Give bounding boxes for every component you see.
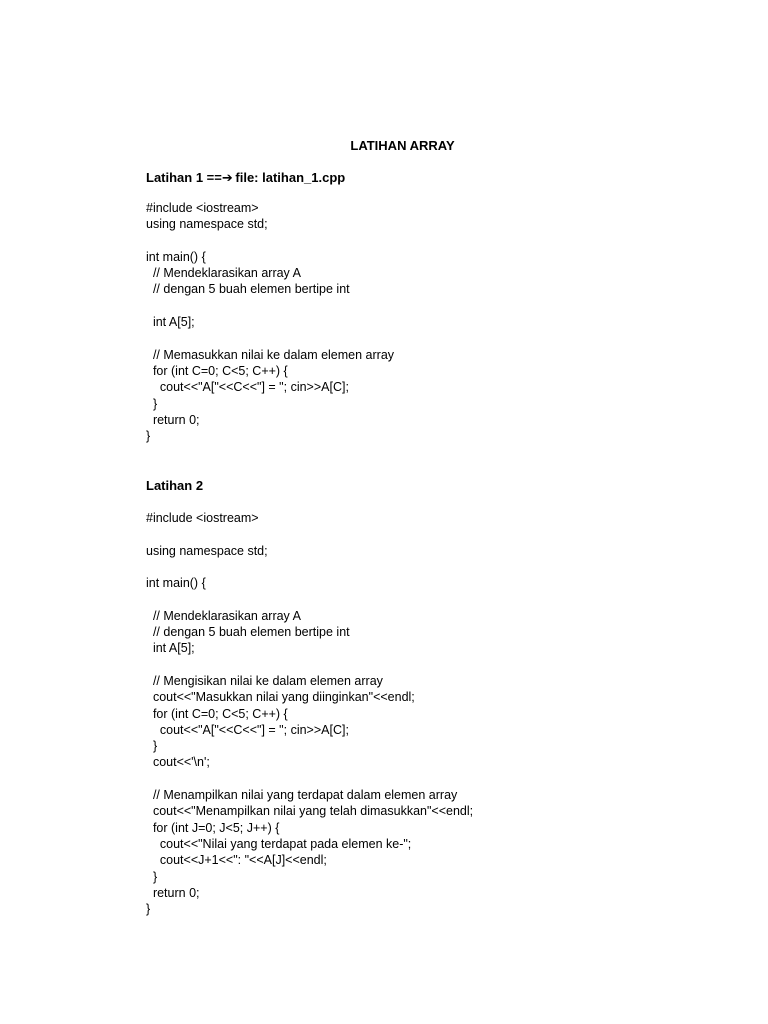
code-line: cout<<"A["<<C<<"] = "; cin>>A[C]; (146, 722, 349, 737)
code-line: for (int C=0; C<5; C++) { (146, 706, 288, 721)
code-line: // Mendeklarasikan array A (146, 266, 301, 281)
latihan-1-code-block (146, 200, 394, 444)
code-line (146, 330, 394, 346)
right-arrow-icon: ➔ (221, 170, 232, 185)
code-line: // Mendeklarasikan array A (146, 608, 301, 623)
code-line (146, 771, 473, 787)
latihan-2-code-block (146, 510, 473, 917)
code-line: int main() { (146, 249, 206, 264)
code-line: int A[5]; (146, 641, 195, 656)
latihan-2-heading: Latihan 2 (146, 478, 204, 493)
code-line: return 0; (146, 412, 200, 427)
latihan-1-heading-suffix: file: latihan_1.cpp (231, 170, 346, 185)
code-line: cout<<"Masukkan nilai yang diinginkan"<<endl; (146, 690, 415, 705)
code-line: cout<<"Menampilkan nilai yang telah dimasukkan"<<endl; (146, 804, 474, 819)
code-line: int main() { (146, 576, 206, 591)
code-line: #include <iostream> (146, 511, 259, 525)
code-line: cout<<J+1<<": "<<A[J]<<endl; (146, 853, 327, 868)
code-line (146, 526, 473, 542)
code-line: for (int C=0; C<5; C++) { (146, 363, 288, 378)
code-line: cout<<'\n'; (146, 755, 210, 770)
code-line (146, 657, 473, 673)
code-line (146, 591, 473, 607)
code-line: #include <iostream> (146, 201, 259, 215)
code-line: int A[5]; (146, 315, 195, 330)
code-line: cout<<"A["<<C<<"] = "; cin>>A[C]; (146, 380, 349, 395)
code-line: } (146, 429, 151, 444)
code-line: } (146, 739, 158, 754)
page-title: LATIHAN ARRAY (350, 138, 455, 153)
code-line: // Mengisikan nilai ke dalam elemen array (146, 673, 383, 688)
code-line: using namespace std; (146, 217, 268, 232)
code-line: // dengan 5 buah elemen bertipe int (146, 282, 350, 297)
code-line: // Memasukkan nilai ke dalam elemen array (146, 347, 395, 362)
latihan-1-heading (146, 170, 345, 186)
code-line (146, 233, 394, 249)
code-line: return 0; (146, 885, 200, 900)
code-line: // Menampilkan nilai yang terdapat dalam elemen array (146, 788, 458, 803)
code-line (146, 298, 394, 314)
code-line: } (146, 902, 151, 917)
latihan-1-heading-prefix: Latihan 1 == (146, 170, 222, 185)
code-line: // dengan 5 buah elemen bertipe int (146, 625, 350, 640)
code-line: } (146, 396, 158, 411)
code-line: cout<<"Nilai yang terdapat pada elemen ke-"; (146, 836, 412, 851)
code-line: using namespace std; (146, 543, 268, 558)
code-line: for (int J=0; J<5; J++) { (146, 820, 280, 835)
code-line (146, 559, 473, 575)
code-line: } (146, 869, 158, 884)
